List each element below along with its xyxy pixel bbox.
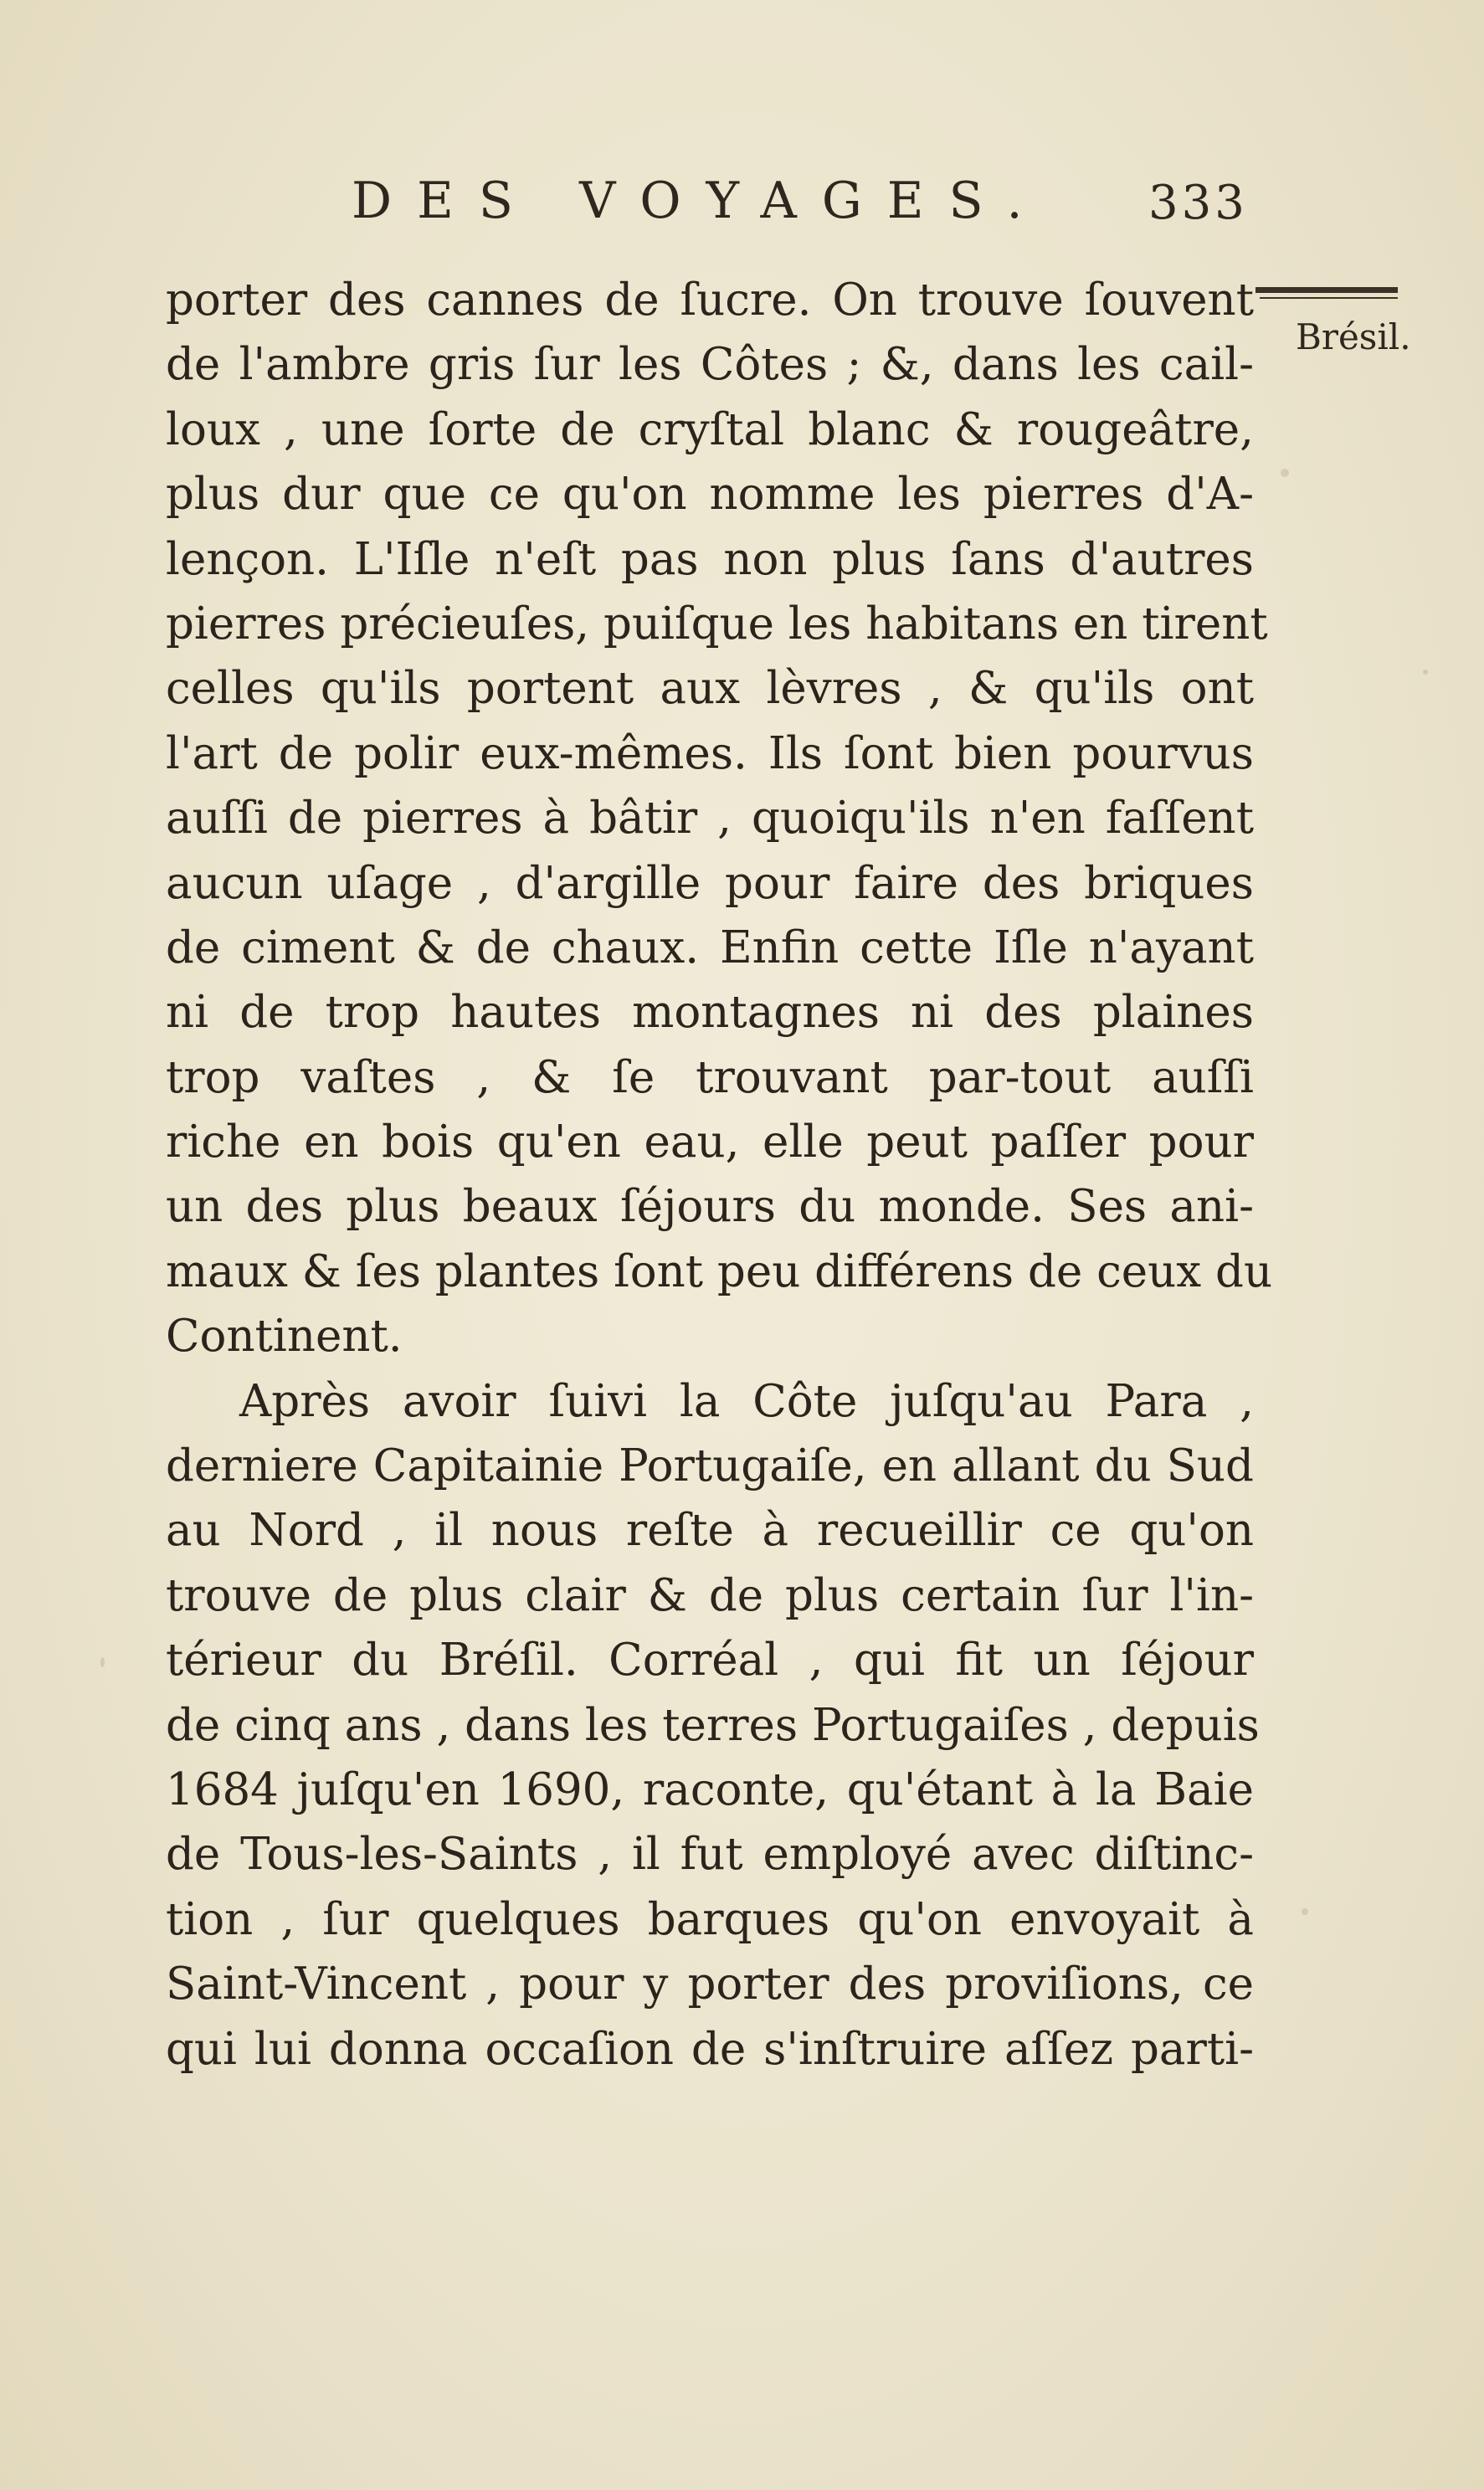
paragraph (166, 268, 1273, 1369)
page-number: 333 (1148, 176, 1248, 230)
text-line: derniere Capitainie Portugaiſe, en allant du Sud (166, 1440, 1254, 1492)
text-line: maux & ſes plantes ſont peu différens de ceux du (166, 1245, 1273, 1297)
text-line: l'art de polir eux-mêmes. Ils ſont bien pourvus (166, 727, 1254, 779)
running-header: DES VOYAGES. (352, 172, 1048, 230)
text-line: porter des cannes de ſucre. On trouve ſouvent (166, 275, 1254, 326)
text-line: aucun uſage , d'argille pour faire des briques (166, 857, 1254, 909)
text-line: lençon. L'Iſle n'eſt pas non plus ſans d'autres (166, 533, 1254, 585)
text-line: auſſi de pierres à bâtir , quoiqu'ils n'en faſſent (166, 793, 1254, 845)
paper-stain (1423, 670, 1428, 675)
text-line: Après avoir ſuivi la Côte juſqu'au Para , (239, 1375, 1254, 1427)
text-line: qui lui donna occaſion de s'inſtruire aſſez parti- (166, 2023, 1254, 2075)
paper-stain (100, 1657, 105, 1667)
margin-note: Brésil. (1296, 316, 1411, 357)
text-line: térieur du Bréſil. Corréal , qui fit un ſéjour (166, 1635, 1254, 1687)
text-line: celles qu'ils portent aux lèvres , & qu'ils ont (166, 663, 1254, 715)
paper-stain (1281, 469, 1289, 477)
text-line: plus dur que ce qu'on nomme les pierres d'A- (166, 469, 1254, 521)
text-line: de l'ambre gris ſur les Côtes ; &, dans les cail- (166, 339, 1254, 391)
text-line: loux , une ſorte de cryſtal blanc & rougeâtre, (166, 403, 1254, 455)
text-line: riche en bois qu'en eau, elle peut paſſer pour (166, 1117, 1254, 1168)
body-text (166, 268, 1273, 2082)
text-line: un des plus beaux ſéjours du monde. Ses ani- (166, 1181, 1254, 1233)
paper-stain (1302, 1908, 1308, 1915)
paragraph (166, 1369, 1260, 2082)
text-line: tion , ſur quelques barques qu'on envoyait à (166, 1893, 1254, 1945)
text-line: au Nord , il nous reſte à recueillir ce qu'on (166, 1505, 1254, 1557)
text-line: trouve de plus clair & de plus certain ſur l'in- (166, 1569, 1254, 1621)
text-line: pierres précieuſes, puiſque les habitans en tirent (166, 598, 1268, 649)
text-line: de ciment & de chaux. Enfin cette Iſle n'ayant (166, 922, 1254, 973)
text-line: Saint-Vincent , pour y porter des proviſions, ce (166, 1959, 1254, 2010)
text-line: de cinq ans , dans les terres Portugaiſes , depuis (166, 1699, 1260, 1751)
margin-rule-thin (1260, 297, 1398, 299)
margin-rule (1255, 287, 1398, 293)
text-line: ni de trop hautes montagnes ni des plaines (166, 987, 1254, 1039)
text-line: Continent. (166, 1311, 403, 1363)
text-line: trop vaſtes , & ſe trouvant par-tout auſſi (166, 1051, 1254, 1103)
text-line: de Tous-les-Saints , il fut employé avec diſtinc- (166, 1829, 1254, 1881)
text-line: 1684 juſqu'en 1690, raconte, qu'étant à la Baie (166, 1764, 1254, 1815)
